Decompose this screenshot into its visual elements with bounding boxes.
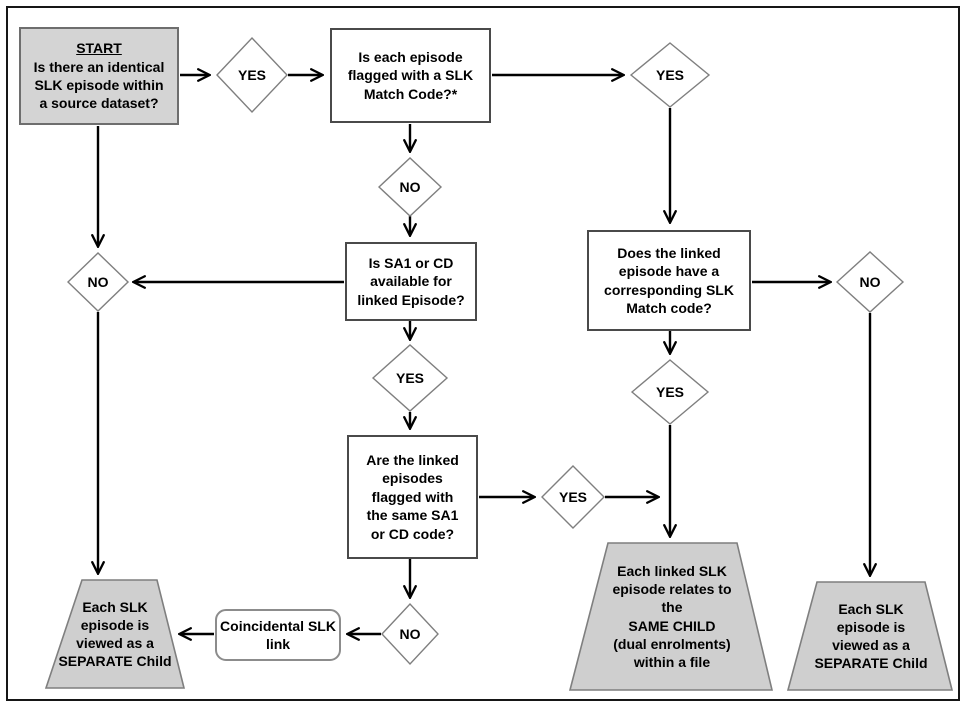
diamond-yes-same-code — [542, 466, 604, 528]
terminal-same-child-shape — [570, 543, 772, 690]
label-yes-match-code: YES — [655, 66, 684, 83]
label-no-match-code: NO — [399, 178, 421, 195]
label-no-corresponding: NO — [859, 273, 881, 290]
diamond-no-sa1 — [68, 253, 128, 311]
node-coincidental-link: Coincidental SLK link — [215, 609, 341, 661]
label-yes-corresponding: YES — [655, 383, 684, 400]
diamond-no-match-code — [379, 158, 441, 216]
terminal-separate-child-right-shape — [788, 582, 952, 690]
connectors — [98, 75, 870, 634]
label-no-same-code: NO — [399, 625, 421, 642]
diamond-yes-start — [217, 38, 287, 112]
terminal-separate-child-left-shape — [46, 580, 184, 688]
question-match-code: Is each episode flagged with a SLK Match Code?* — [330, 28, 491, 123]
question-same-code: Are the linked episodes flagged with the same SA1 or CD code? — [347, 435, 478, 559]
diamond-yes-corresponding — [632, 360, 708, 424]
diamond-no-same-code — [382, 604, 438, 664]
diamond-yes-match-code — [631, 43, 709, 107]
question-corresponding-code: Does the linked episode have a corresponding SLK Match code? — [587, 230, 751, 331]
terminal-separate-child-left-label: Each SLK episode is viewed as a SEPARATE Child — [58, 598, 172, 670]
start-question: Is there an identical SLK episode within a source dataset? — [33, 58, 165, 112]
label-yes-same-code: YES — [558, 488, 587, 505]
label-yes-sa1: YES — [395, 369, 424, 386]
label-no-sa1: NO — [87, 273, 109, 290]
label-yes-start: YES — [237, 66, 266, 83]
diamond-no-corresponding — [837, 252, 903, 312]
diamond-yes-sa1 — [373, 345, 447, 411]
start-title: START — [76, 40, 122, 57]
start-node — [19, 27, 179, 125]
terminal-same-child-label: Each linked SLK episode relates to the SAME CHILD (dual enrolments) within a file — [612, 562, 732, 670]
question-sa1-available: Is SA1 or CD available for linked Episode? — [345, 242, 477, 321]
terminal-separate-child-right-label: Each SLK episode is viewed as a SEPARATE Child — [814, 600, 928, 672]
